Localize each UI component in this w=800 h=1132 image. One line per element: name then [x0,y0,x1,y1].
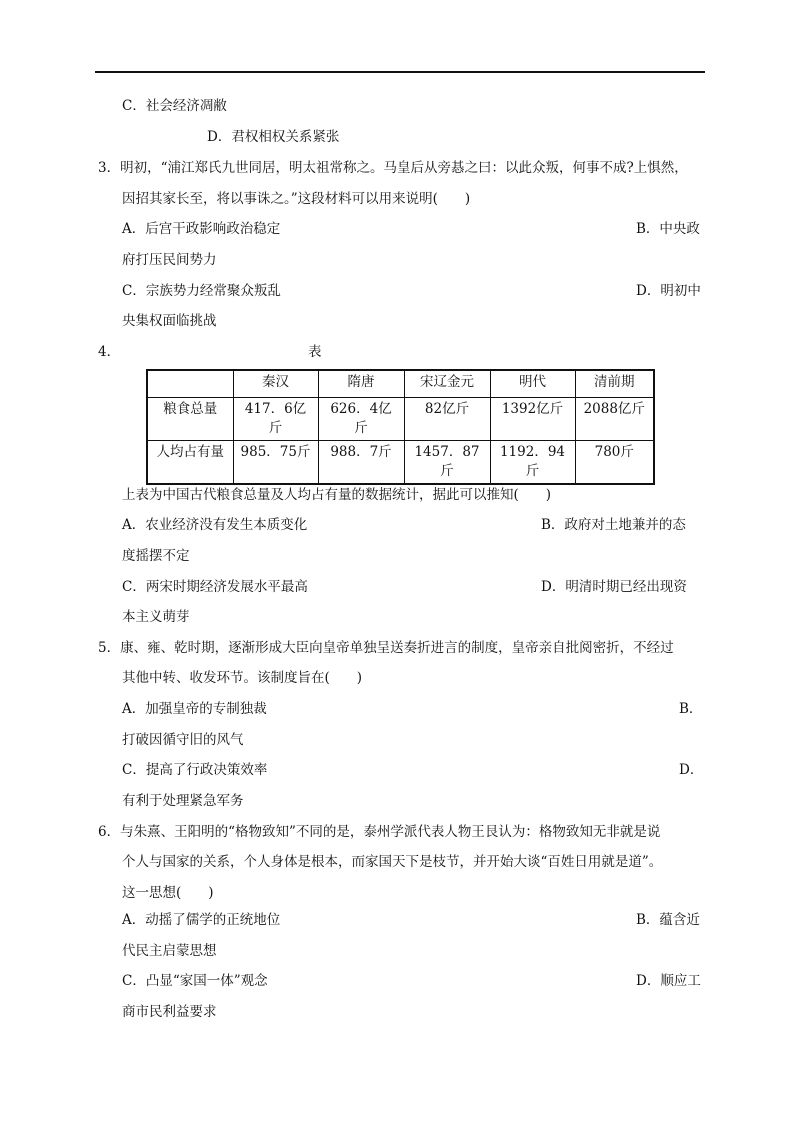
table-cell: 626．4亿 斤 [318,398,404,441]
q6-option-b-cont: 代民主启蒙思想 [122,943,217,959]
header-rule [95,71,705,73]
table-row [147,441,654,485]
q6-stem-line3: 这一思想( ) [122,885,214,901]
table-header-cell: 明代 [490,370,575,398]
q6-option-d-cont: 商市民利益要求 [122,1004,217,1020]
table-row-label: 粮食总量 [147,398,233,441]
table-cell: 988．7斤 [318,441,404,485]
table-cell: 1457．87 斤 [404,441,490,485]
q3-stem-line1: 3．明初，“浦江郑氏九世同居，明太祖常称之。马皇后从旁惎之曰：以此众叛，何事不成?上惧然， [98,160,688,176]
table-header-cell: 清前期 [575,370,654,398]
table-header-cell [147,370,233,398]
q4-option-b-cont: 度摇摆不定 [122,548,190,564]
q6-stem-line2: 个人与国家的关系，个人身体是根本，而家国天下是枝节，并开始大谈“百姓日用就是道”。 [122,854,663,870]
table-header-cell: 秦汉 [233,370,318,398]
q4-stem: 上表为中国古代粮食总量及人均占有量的数据统计，据此可以推知( ) [122,487,552,503]
table-header-row [147,370,654,398]
q3-option-c: C．宗族势力经常聚众叛乱 [122,283,281,299]
table-cell: 2088亿斤 [575,398,654,441]
prev-option-c: C．社会经济凋敝 [122,98,227,114]
q5-stem-line1: 5．康、雍、乾时期，逐渐形成大臣向皇帝单独呈送奏折进言的制度，皇帝亲自批阅密折，不经过 [98,640,674,656]
grain-statistics-table [146,369,655,485]
table-cell: 1392亿斤 [490,398,575,441]
q6-option-c: C．凸显“家国一体”观念 [122,973,268,989]
q3-option-d: D．明初中 [636,283,701,299]
q5-option-c: C．提高了行政决策效率 [122,762,268,778]
table-cell: 417．6亿 斤 [233,398,318,441]
q3-option-d-cont: 央集权面临挑战 [122,313,217,329]
q5-option-b-cont: 打破因循守旧的风气 [122,732,244,748]
q5-option-d-cont: 有利于处理紧急军务 [122,793,244,809]
q4-number: 4． [98,344,121,360]
table-header-cell: 宋辽金元 [404,370,490,398]
table-row-label: 人均占有量 [147,441,233,485]
q4-option-a: A．农业经济没有发生本质变化 [122,517,308,533]
q6-option-b: B．蕴含近 [636,912,700,928]
table-header-cell: 隋唐 [318,370,404,398]
q3-option-a: A．后宫干政影响政治稳定 [122,221,281,237]
q5-option-d: D． [679,762,704,778]
prev-option-d: D．君权相权关系紧张 [207,129,340,145]
q4-option-d-cont: 本主义萌芽 [122,609,190,625]
q5-option-b: B． [679,701,703,717]
q5-option-a: A．加强皇帝的专制独裁 [122,701,267,717]
q6-option-d: D．顺应工 [636,973,701,989]
q5-stem-line2: 其他中转、收发环节。该制度旨在( ) [122,670,363,686]
q4-option-c: C．两宋时期经济发展水平最高 [122,579,308,595]
table-cell: 82亿斤 [404,398,490,441]
q4-option-b: B．政府对土地兼并的态 [541,517,686,533]
table-row [147,398,654,441]
q6-option-a: A．动摇了儒学的正统地位 [122,912,281,928]
q6-stem-line1: 6．与朱熹、王阳明的“格物致知”不同的是，泰州学派代表人物王艮认为：格物致知无非就是说 [98,824,661,840]
q3-option-b-cont: 府打压民间势力 [122,252,217,268]
q3-option-b: B．中央政 [636,221,700,237]
table-cell: 780斤 [575,441,654,485]
q4-option-d: D．明清时期已经出现资 [541,579,687,595]
q4-table-title: 表 [308,344,322,360]
q3-stem-line2: 因招其家长至，将以事诛之。”这段材料可以用来说明( ) [122,191,471,207]
table-cell: 985．75斤 [233,441,318,485]
table-cell: 1192．94 斤 [490,441,575,485]
